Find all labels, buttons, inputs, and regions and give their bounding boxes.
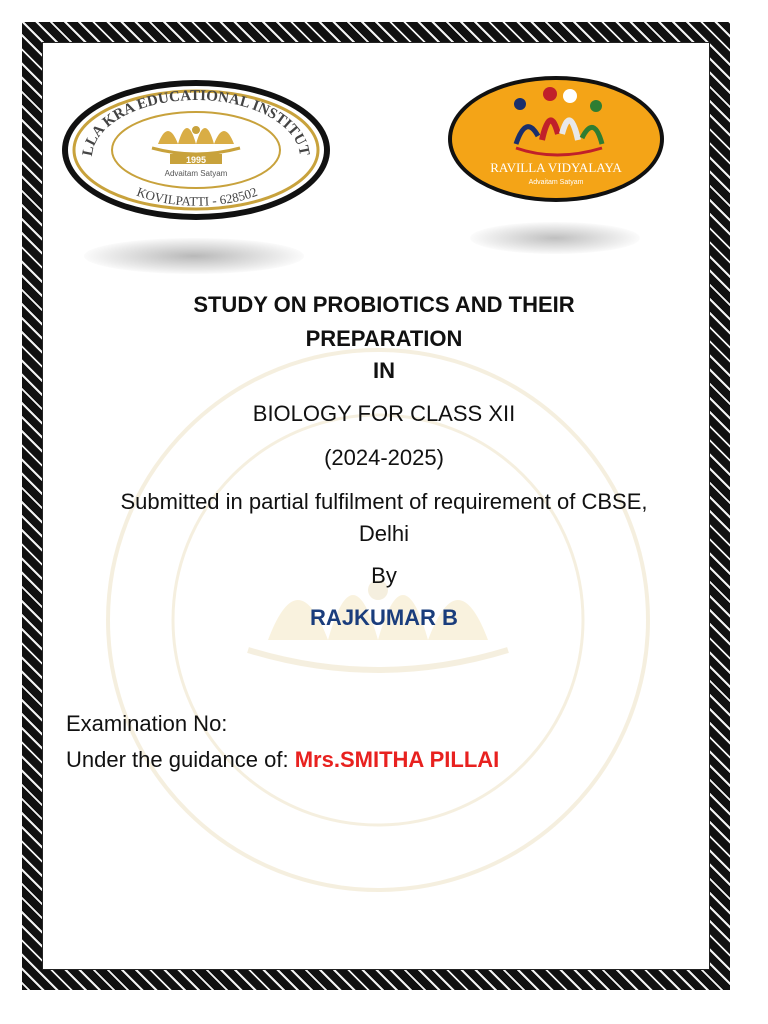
submission-statement bbox=[60, 486, 708, 550]
project-title bbox=[169, 288, 599, 356]
exam-details bbox=[66, 706, 706, 778]
guide-name: Mrs.SMITHA PILLAI bbox=[294, 747, 500, 772]
examination-number-label: Examination No: bbox=[66, 711, 228, 736]
project-title-line-2: PREPARATION bbox=[305, 326, 463, 351]
cover-content bbox=[60, 288, 708, 632]
submission-line-1: Submitted in partial fulfilment of requirement of CBSE, bbox=[120, 489, 648, 514]
project-title-line-1: STUDY ON PROBIOTICS AND THEIR bbox=[193, 292, 575, 317]
submission-line-2: Delhi bbox=[358, 521, 410, 546]
seal-motto: Advaitam Satyam bbox=[164, 169, 228, 178]
seal-ring-text: LLA KRA EDUCATIONAL INSTITUT bbox=[79, 87, 313, 158]
subject-line: BIOLOGY FOR CLASS XII bbox=[252, 401, 516, 426]
school-logo bbox=[446, 74, 666, 204]
seal-year: 1995 bbox=[185, 155, 207, 165]
student-name: RAJKUMAR B bbox=[310, 605, 458, 630]
guidance-line bbox=[66, 742, 706, 778]
school-logo-name: RAVILLA VIDYALAYA bbox=[490, 160, 622, 175]
by-label: By bbox=[371, 563, 397, 588]
seal-place-text: KOVILPATTI - 628502 bbox=[134, 183, 260, 209]
title-in: IN bbox=[373, 358, 395, 383]
school-logo-motto: Advaitam Satyam bbox=[528, 179, 584, 186]
logo-shadow-right bbox=[470, 222, 640, 254]
institution-seal-logo bbox=[58, 78, 334, 222]
guidance-label: Under the guidance of: bbox=[66, 747, 289, 772]
academic-year: (2024-2025) bbox=[324, 445, 444, 470]
logo-shadow-left bbox=[84, 238, 304, 274]
